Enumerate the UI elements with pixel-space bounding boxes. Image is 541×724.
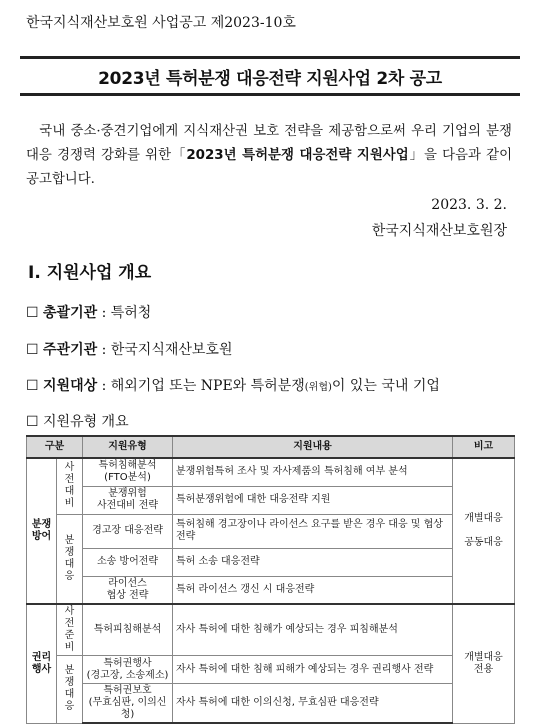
- page-title: 2023년 특허분쟁 대응전략 지원사업 2차 공고: [98, 68, 442, 89]
- item-value: 한국지식재산보호원: [110, 342, 233, 358]
- table-row: [27, 458, 515, 486]
- checkbox-icon: ☐: [26, 414, 39, 430]
- content-cell: 자사 특허에 대한 침해 피해가 예상되는 경우 권리행사 전략: [173, 656, 453, 684]
- item-target: ☐ 지원대상 : 해외기업 또는 NPE와 특허분쟁(위협)이 있는 국내 기업: [26, 378, 440, 394]
- item-value: 특허청: [110, 305, 152, 321]
- intro-bold-program: 2023년 특허분쟁 대응전략 지원사업: [186, 148, 409, 163]
- types-heading: 지원유형 개요: [43, 414, 129, 430]
- table-row: [27, 656, 515, 684]
- table-header: 지원유형: [83, 436, 173, 458]
- table-header-row: [27, 436, 515, 458]
- announcement-date: 2023. 3. 2.: [431, 197, 507, 213]
- support-types-heading: [26, 411, 129, 431]
- content-cell: 자사 특허에 대한 이의신청, 무효심판 대응전략: [173, 684, 453, 724]
- table-row: [27, 514, 515, 548]
- table-row: [27, 576, 515, 604]
- type-cell: 특허권행사 (경고장, 소송제소): [83, 656, 173, 684]
- item-key: 주관기관: [43, 342, 98, 358]
- type-cell: 분쟁위험 사전대비 전략: [83, 486, 173, 514]
- item-managing-agency: ☐ 주관기관 : 한국지식재산보호원: [26, 342, 233, 358]
- checkbox-icon: ☐: [26, 378, 39, 394]
- content-cell: 특허 라이선스 갱신 시 대응전략: [173, 576, 453, 604]
- checkbox-icon: ☐: [26, 342, 39, 358]
- item-overseeing-agency: ☐ 총괄기관 : 특허청: [26, 305, 152, 321]
- type-cell: 특허권보호 (무효심판, 이의신청): [83, 684, 173, 724]
- table-row: [27, 486, 515, 514]
- remark-rights: 개별대응 전용: [453, 604, 515, 723]
- type-cell: 라이선스 협상 전략: [83, 576, 173, 604]
- type-cell: 특허침해분석 (FTO분석): [83, 458, 173, 486]
- type-cell: 소송 방어전략: [83, 548, 173, 576]
- subgroup-pre: 사전 대비: [57, 458, 83, 514]
- table-row: [27, 684, 515, 724]
- table-row: [27, 604, 515, 656]
- checkbox-icon: ☐: [26, 305, 39, 321]
- type-cell: 특허피침해분석: [83, 604, 173, 656]
- content-cell: 특허분쟁위험에 대한 대응전략 지원: [173, 486, 453, 514]
- table-header: 구분: [27, 436, 83, 458]
- content-cell: 분쟁위험특허 조사 및 자사제품의 특허침해 여부 분석: [173, 458, 453, 486]
- intro-text-1: 국내 중소·중견기업에게 지식재산권 보호 전략을 제공함으로써 우리 기업의 분쟁대응 경쟁력 강화를 위한「: [26, 124, 512, 163]
- type-cell: 경고장 대응전략: [83, 514, 173, 548]
- group-defense: 분쟁 방어: [27, 458, 57, 604]
- item-key: 지원대상: [43, 378, 98, 394]
- subgroup-pre2: 사전 준비: [57, 604, 83, 656]
- issuer: 한국지식재산보호원장: [371, 223, 507, 239]
- item-key: 총괄기관: [43, 305, 98, 321]
- intro-paragraph: [26, 120, 512, 192]
- section-title: Ⅰ. 지원사업 개요: [28, 263, 152, 283]
- subgroup-dispute2: 분쟁 대응: [57, 656, 83, 724]
- announcement-number: 한국지식재산보호원 사업공고 제2023-10호: [26, 15, 296, 31]
- remark-defense: 개별대응 공동대응: [453, 458, 515, 604]
- table-header: 지원내용: [173, 436, 453, 458]
- intro-text-2: 」을 다음과 같이 공고합니다.: [26, 148, 513, 187]
- group-rights: 권리 행사: [27, 604, 57, 723]
- table-row: [27, 548, 515, 576]
- subgroup-dispute: 분쟁 대응: [57, 514, 83, 604]
- title-box: [20, 56, 520, 96]
- support-types-table: [26, 435, 515, 724]
- table-header: 비고: [453, 436, 515, 458]
- content-cell: 특허침해 경고장이나 라이선스 요구를 받은 경우 대응 및 협상전략: [173, 514, 453, 548]
- item-value: 해외기업 또는 NPE와 특허분쟁: [110, 378, 305, 394]
- content-cell: 자사 특허에 대한 침해가 예상되는 경우 피침해분석: [173, 604, 453, 656]
- content-cell: 특허 소송 대응전략: [173, 548, 453, 576]
